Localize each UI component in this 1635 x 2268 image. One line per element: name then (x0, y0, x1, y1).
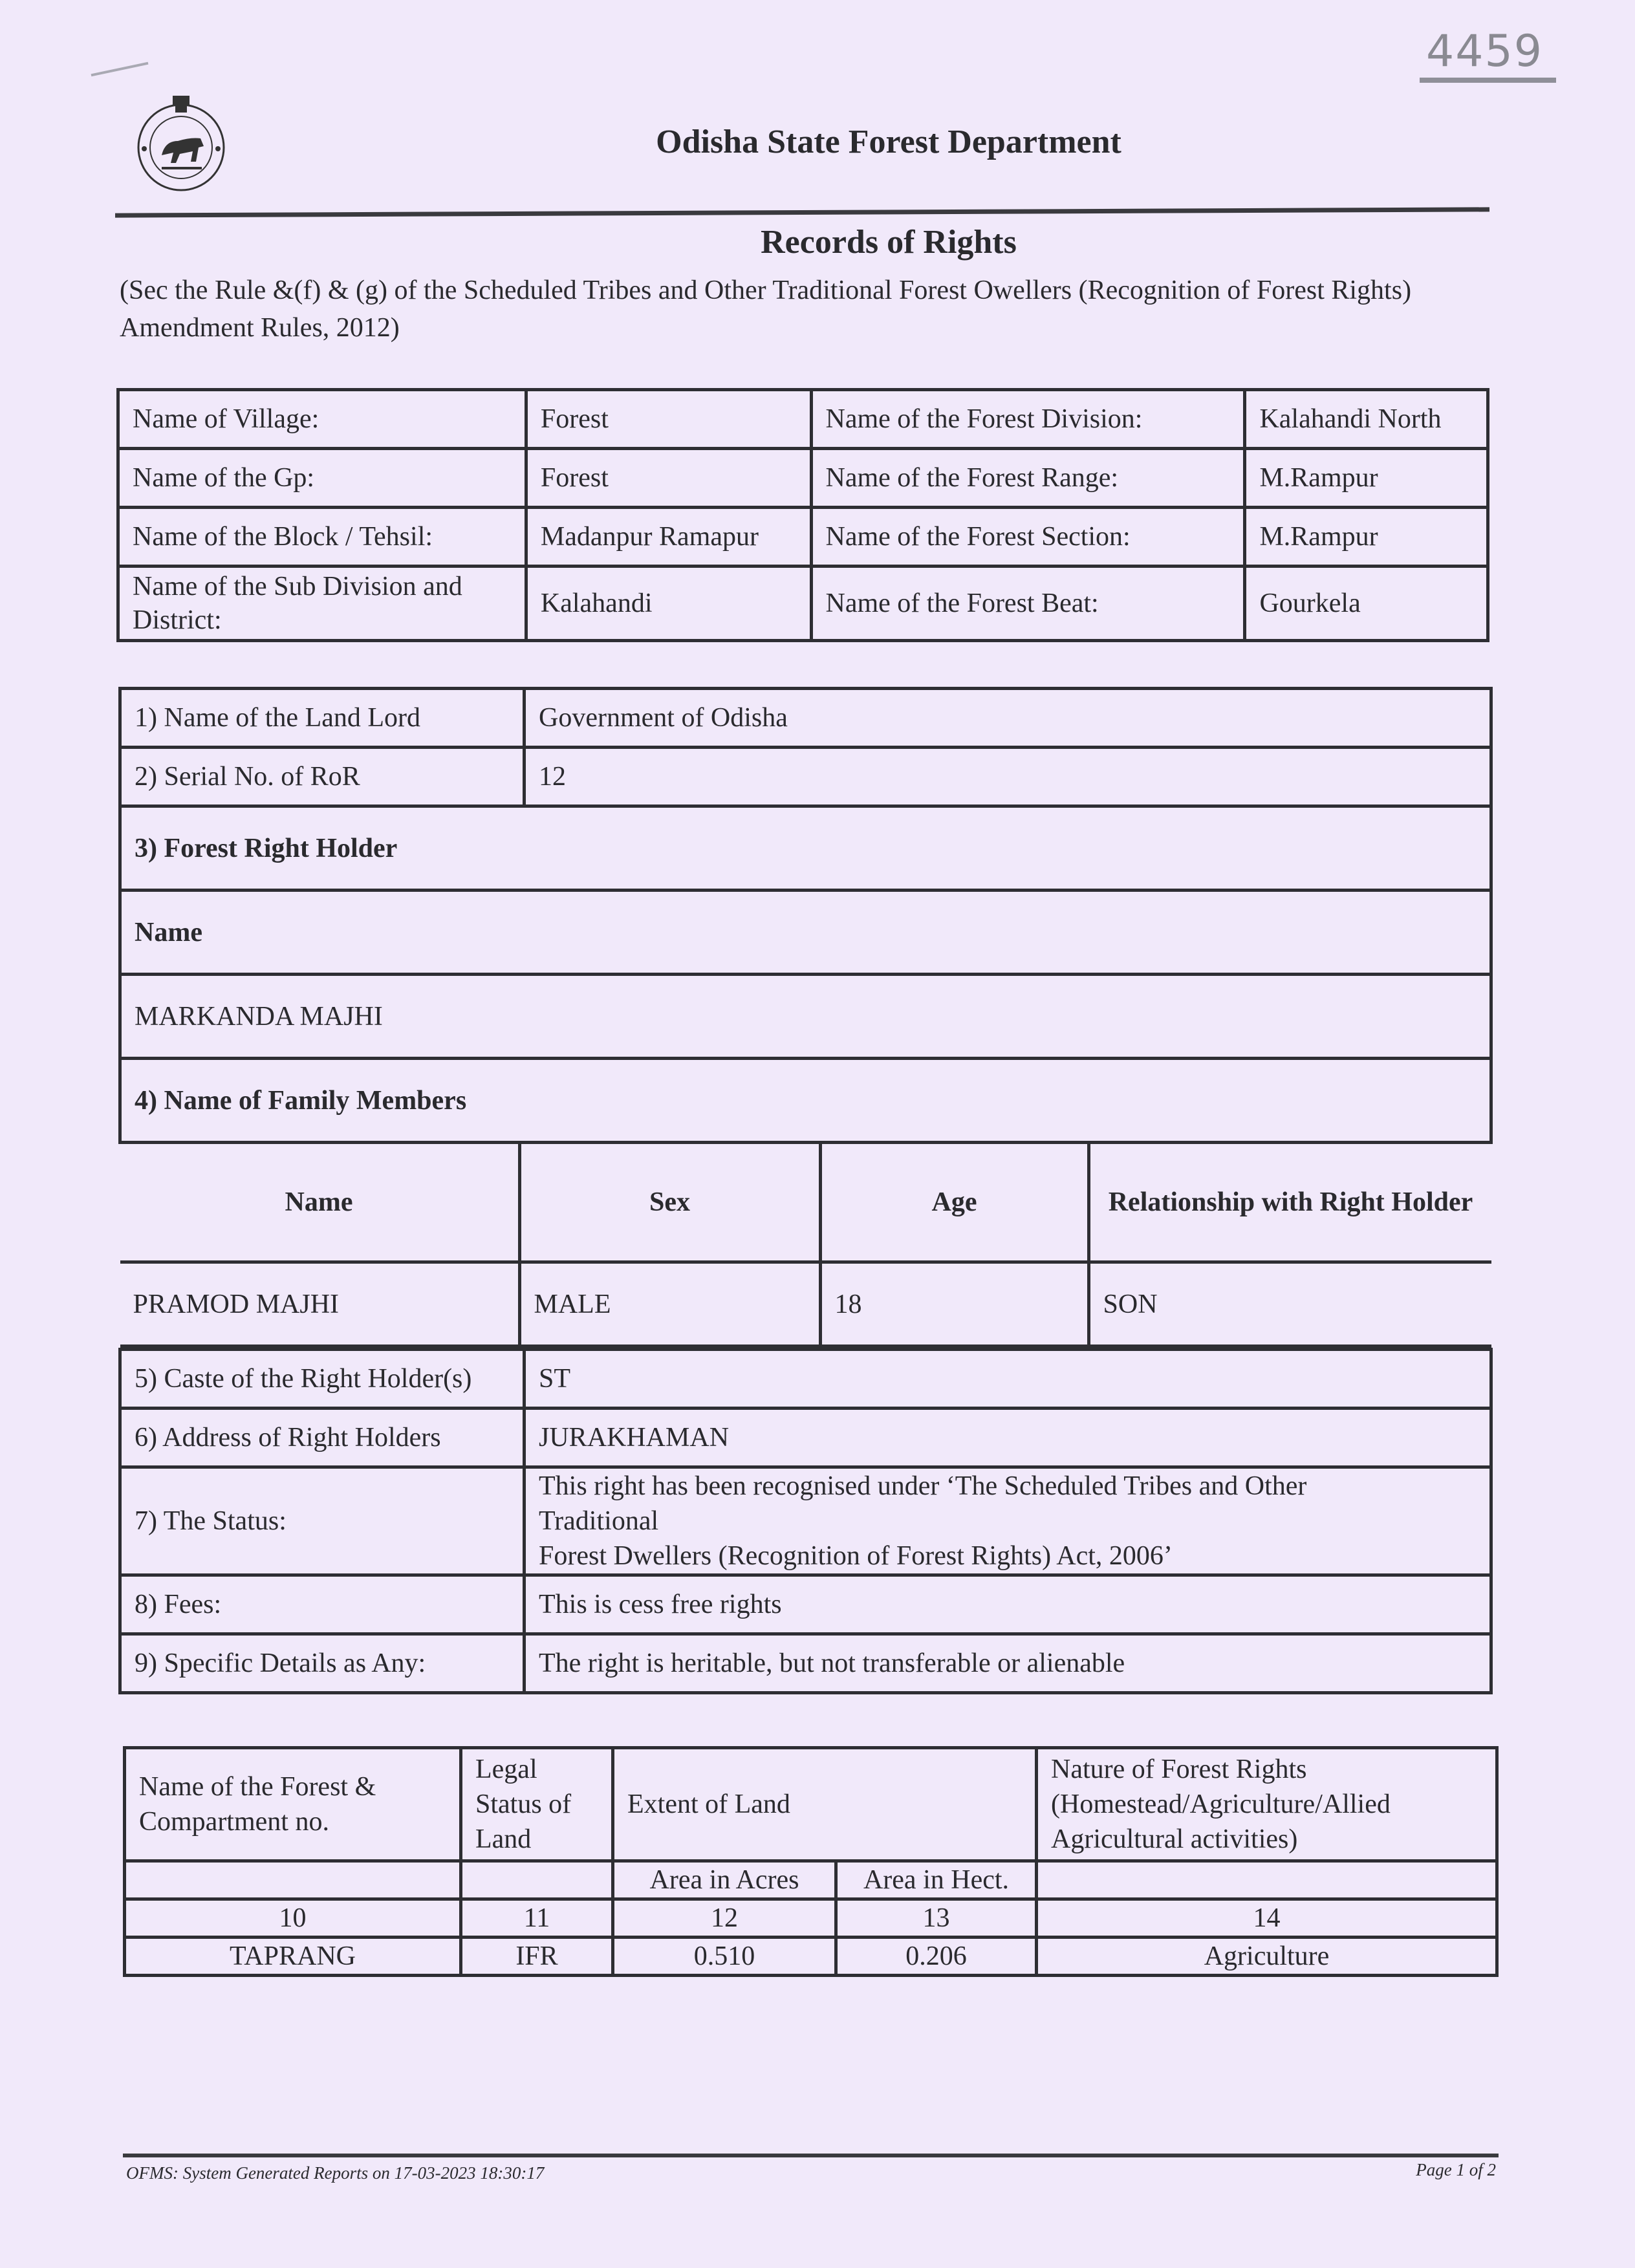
land-column-number-row (125, 1899, 1497, 1938)
right-holder-name: MARKANDA MAJHI (120, 975, 1491, 1059)
forest-division-value: Kalahandi North (1245, 390, 1488, 449)
serial-label: 2) Serial No. of RoR (120, 748, 525, 806)
block-value: Madanpur Ramapur (526, 508, 811, 567)
gp-value: Forest (526, 449, 811, 508)
nature-of-right: Agriculture (1037, 1938, 1497, 1976)
status-line: Forest Dwellers (Recognition of Forest Rights) Act, 2006’ (539, 1541, 1173, 1571)
col-area-acres: Area in Acres (613, 1861, 836, 1899)
caste-label: 5) Caste of the Right Holder(s) (120, 1350, 525, 1409)
land-details-table (123, 1746, 1499, 1977)
member-name: PRAMOD MAJHI (120, 1262, 520, 1346)
family-member-row (120, 1262, 1491, 1346)
name-heading-row (120, 891, 1491, 975)
pencil-mark (91, 62, 149, 77)
empty-cell (125, 1861, 461, 1899)
village-label: Name of Village: (118, 390, 526, 449)
column-number: 11 (461, 1899, 613, 1938)
address-value: JURAKHAMAN (525, 1409, 1491, 1467)
family-table-cell (120, 1143, 1491, 1350)
address-label: 6) Address of Right Holders (120, 1409, 525, 1467)
column-number: 13 (836, 1899, 1037, 1938)
fees-label: 8) Fees: (120, 1575, 525, 1634)
column-number: 10 (125, 1899, 461, 1938)
family-col-relationship: Relationship with Right Holder (1088, 1144, 1491, 1262)
status-row (120, 1467, 1491, 1575)
legal-status: IFR (461, 1938, 613, 1976)
location-row (118, 508, 1488, 567)
forest-beat-value: Gourkela (1245, 567, 1488, 641)
family-heading-row (120, 1059, 1491, 1143)
family-heading: 4) Name of Family Members (120, 1059, 1491, 1143)
block-label: Name of the Block / Tehsil: (118, 508, 526, 567)
subdivision-value: Kalahandi (526, 567, 811, 641)
family-header-row (120, 1144, 1491, 1262)
right-holder-heading: 3) Forest Right Holder (120, 806, 1491, 891)
status-label: 7) The Status: (120, 1467, 525, 1575)
family-col-sex: Sex (519, 1144, 820, 1262)
gp-label: Name of the Gp: (118, 449, 526, 508)
column-number: 14 (1037, 1899, 1497, 1938)
generated-timestamp: OFMS: System Generated Reports on 17-03-2023 18:30:17 (126, 2163, 545, 2183)
family-col-age: Age (820, 1144, 1088, 1262)
details-value: The right is heritable, but not transferable or alienable (525, 1634, 1491, 1693)
col-legal-status: Legal Status of Land (461, 1748, 613, 1861)
land-header-row (125, 1748, 1497, 1861)
header-divider (115, 207, 1489, 217)
serial-row (120, 748, 1491, 806)
details-label: 9) Specific Details as Any: (120, 1634, 525, 1693)
area-acres: 0.510 (613, 1938, 836, 1976)
area-hect: 0.206 (836, 1938, 1037, 1976)
department-name: Odisha State Forest Department (656, 124, 1121, 160)
forest-division-label: Name of the Forest Division: (811, 390, 1245, 449)
caste-row (120, 1350, 1491, 1409)
right-holder-name-row (120, 975, 1491, 1059)
member-sex: MALE (519, 1262, 820, 1346)
fees-value: This is cess free rights (525, 1575, 1491, 1634)
empty-cell (1037, 1861, 1497, 1899)
location-row (118, 390, 1488, 449)
col-extent-of-land: Extent of Land (613, 1748, 1037, 1861)
empty-cell (461, 1861, 613, 1899)
forest-beat-label: Name of the Forest Beat: (811, 567, 1245, 641)
status-line: Traditional (539, 1506, 659, 1536)
caste-value: ST (525, 1350, 1491, 1409)
land-lord-value: Government of Odisha (525, 689, 1491, 748)
member-relationship: SON (1088, 1262, 1491, 1346)
handwritten-file-number: 4459 (1420, 26, 1556, 83)
land-lord-row (120, 689, 1491, 748)
land-row (125, 1938, 1497, 1976)
status-line: This right has been recognised under ‘The Scheduled Tribes and Other (539, 1471, 1307, 1501)
details-row (120, 1634, 1491, 1693)
document-subtitle: (Sec the Rule &(f) & (g) of the Scheduled Tribes and Other Traditional Forest Owellers (Recognition of Forest Rights) Amendment Rules, 2012) (120, 275, 1412, 343)
location-table (116, 388, 1489, 642)
status-value (525, 1467, 1491, 1575)
forest-range-label: Name of the Forest Range: (811, 449, 1245, 508)
land-lord-label: 1) Name of the Land Lord (120, 689, 525, 748)
address-row (120, 1409, 1491, 1467)
forest-name: TAPRANG (125, 1938, 461, 1976)
land-subheader-row (125, 1861, 1497, 1899)
family-table-row (120, 1143, 1491, 1350)
subdivision-label: Name of the Sub Division and District: (118, 567, 526, 641)
footer-divider (123, 2154, 1499, 2157)
location-row (118, 567, 1488, 641)
name-heading: Name (120, 891, 1491, 975)
family-members-table (120, 1144, 1491, 1348)
fees-row (120, 1575, 1491, 1634)
col-forest-compartment: Name of the Forest & Compartment no. (125, 1748, 461, 1861)
serial-value: 12 (525, 748, 1491, 806)
page-number: Page 1 of 2 (1416, 2160, 1496, 2179)
document-title: Records of Rights (761, 224, 1017, 261)
family-col-name: Name (120, 1144, 520, 1262)
column-number: 12 (613, 1899, 836, 1938)
col-nature-of-rights: Nature of Forest Rights (Homestead/Agriculture/Allied Agricultural activities) (1037, 1748, 1497, 1861)
record-table (118, 687, 1493, 1694)
village-value: Forest (526, 390, 811, 449)
forest-range-value: M.Rampur (1245, 449, 1488, 508)
member-age: 18 (820, 1262, 1088, 1346)
forest-section-label: Name of the Forest Section: (811, 508, 1245, 567)
forest-section-value: M.Rampur (1245, 508, 1488, 567)
location-row (118, 449, 1488, 508)
right-holder-heading-row (120, 806, 1491, 891)
col-area-hect: Area in Hect. (836, 1861, 1037, 1899)
